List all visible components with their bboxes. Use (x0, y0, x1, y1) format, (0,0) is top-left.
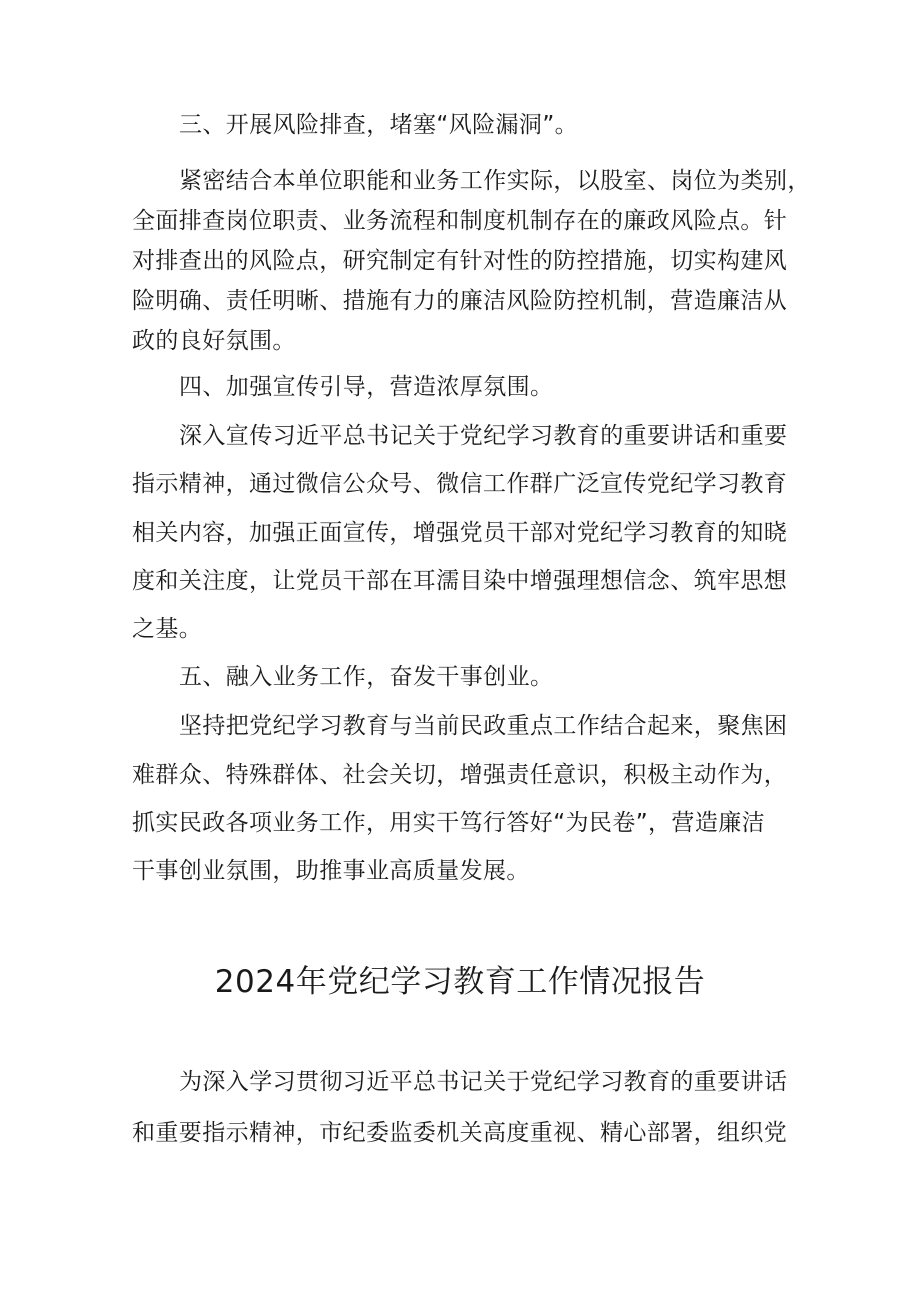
section-5-para-line: 难群众、特殊群体、社会关切，增强责任意识，积极主动作为， (132, 762, 788, 788)
section-4-para-line: 之基。 (132, 616, 203, 642)
section-4-para-line: 指示精神，通过微信公众号、微信工作群广泛宣传党纪学习教育 (132, 471, 788, 497)
section-4-para-line: 深入宣传习近平总书记关于党纪学习教育的重要讲话和重要 (179, 423, 788, 449)
section-5-para-line: 干事创业氛围，助推事业高质量发展。 (132, 858, 530, 884)
report-para-line: 为深入学习贯彻习近平总书记关于党纪学习教育的重要讲话 (179, 1069, 788, 1095)
report-title: 2024年党纪学习教育工作情况报告 (214, 964, 706, 1000)
section-3-para-line: 全面排查岗位职责、业务流程和制度机制存在的廉政风险点。针 (132, 208, 788, 234)
section-3-para-line: 对排查出的风险点，研究制定有针对性的防控措施，切实构建风 (132, 248, 788, 274)
section-3-para-line: 政的良好氛围。 (132, 328, 296, 354)
section-3-para-line: 险明确、责任明晰、措施有力的廉洁风险防控机制，营造廉洁从 (132, 288, 788, 314)
section-4-para-line: 相关内容，加强正面宣传，增强党员干部对党纪学习教育的知晓 (132, 520, 788, 546)
section-5-para-line: 坚持把党纪学习教育与当前民政重点工作结合起来，聚焦困 (179, 713, 788, 739)
section-5-para-line: 抓实民政各项业务工作，用实干笃行答好“为民卷”，营造廉洁 (132, 810, 766, 836)
section-3-para-line: 紧密结合本单位职能和业务工作实际，以股室、岗位为类别， (179, 168, 811, 194)
section-4-heading: 四、加强宣传引导，营造浓厚氛围。 (179, 374, 554, 400)
section-5-heading: 五、融入业务工作，奋发干事创业。 (179, 664, 554, 690)
report-para-line: 和重要指示精神，市纪委监委机关高度重视、精心部署，组织党 (132, 1120, 788, 1146)
section-4-para-line: 度和关注度，让党员干部在耳濡目染中增强理想信念、筑牢思想 (132, 568, 788, 594)
section-3-heading: 三、开展风险排查，堵塞“风险漏洞”。 (179, 112, 579, 138)
